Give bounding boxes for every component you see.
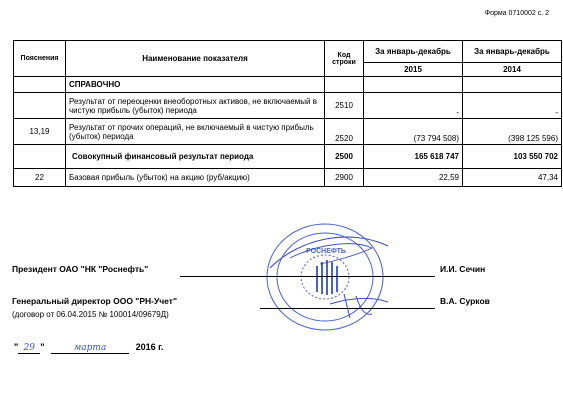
table-row — [14, 169, 562, 187]
row-value-2015: (73 794 508) — [364, 119, 463, 145]
date-month: марта — [73, 343, 107, 353]
row-code: 2510 — [325, 93, 364, 119]
row-value-2014: 103 550 702 — [463, 145, 562, 169]
row-code: 2900 — [325, 169, 364, 187]
form-code: Форма 0710002 с. 2 — [484, 10, 549, 17]
document-date: " 29 " марта 2016 г. — [14, 342, 164, 353]
section-row — [14, 77, 562, 93]
header-year-1: 2015 — [364, 63, 463, 77]
section-code — [325, 77, 364, 93]
stamp-text: РОСНЕФТЬ — [306, 248, 346, 255]
row-value-2015: 22,59 — [364, 169, 463, 187]
row-note: 13,19 — [14, 119, 66, 145]
table-row — [14, 119, 562, 145]
row-name: Результат от прочих операций, не включаемый в чистую прибыль (убыток) периода — [66, 119, 325, 145]
row-code: 2500 — [325, 145, 364, 169]
row-note — [14, 93, 66, 119]
row-name: Результат от переоценки внеоборотных активов, не включаемый в чистую прибыль (убыток) периода — [66, 93, 325, 119]
company-stamp — [260, 218, 390, 336]
row-name: Базовая прибыль (убыток) на акцию (руб/акцию) — [66, 169, 325, 187]
table-row-total — [14, 145, 562, 169]
row-value-2014: - — [463, 93, 562, 119]
gd-title: Генеральный директор ООО "РН-Учет" — [12, 296, 177, 306]
date-year: 2016 г. — [135, 342, 164, 352]
section-v1 — [364, 77, 463, 93]
rosneft-logo-icon — [317, 260, 337, 295]
section-note — [14, 77, 66, 93]
section-title: СПРАВОЧНО — [66, 77, 325, 93]
header-row — [14, 41, 562, 63]
president-sign-line — [180, 276, 435, 277]
date-day: 29 — [23, 343, 35, 353]
row-note: 22 — [14, 169, 66, 187]
row-name: Совокупный финансовый результат периода — [66, 145, 325, 169]
header-name: Наименование показателя — [66, 41, 325, 77]
row-value-2014: (398 125 596) — [463, 119, 562, 145]
row-code: 2520 — [325, 119, 364, 145]
header-period-1: За январь-декабрь — [364, 41, 463, 63]
gd-sign-line — [260, 308, 435, 309]
report-table — [13, 40, 562, 187]
president-title: Президент ОАО "НК "Роснефть" — [12, 264, 149, 274]
header-note: Пояснения — [14, 41, 66, 77]
gd-name: В.А. Сурков — [440, 296, 490, 306]
row-value-2015: 165 618 747 — [364, 145, 463, 169]
header-year-2: 2014 — [463, 63, 562, 77]
row-value-2014: 47,34 — [463, 169, 562, 187]
gd-contract-note: (договор от 06.04.2015 № 100014/09679Д) — [12, 310, 169, 319]
header-period-2: За январь-декабрь — [463, 41, 562, 63]
signature-stroke-3 — [330, 294, 388, 318]
section-v2 — [463, 77, 562, 93]
president-name: И.И. Сечин — [440, 264, 486, 274]
table-row — [14, 93, 562, 119]
row-value-2015: - — [364, 93, 463, 119]
row-note — [14, 145, 66, 169]
header-code: Код строки — [325, 41, 364, 77]
